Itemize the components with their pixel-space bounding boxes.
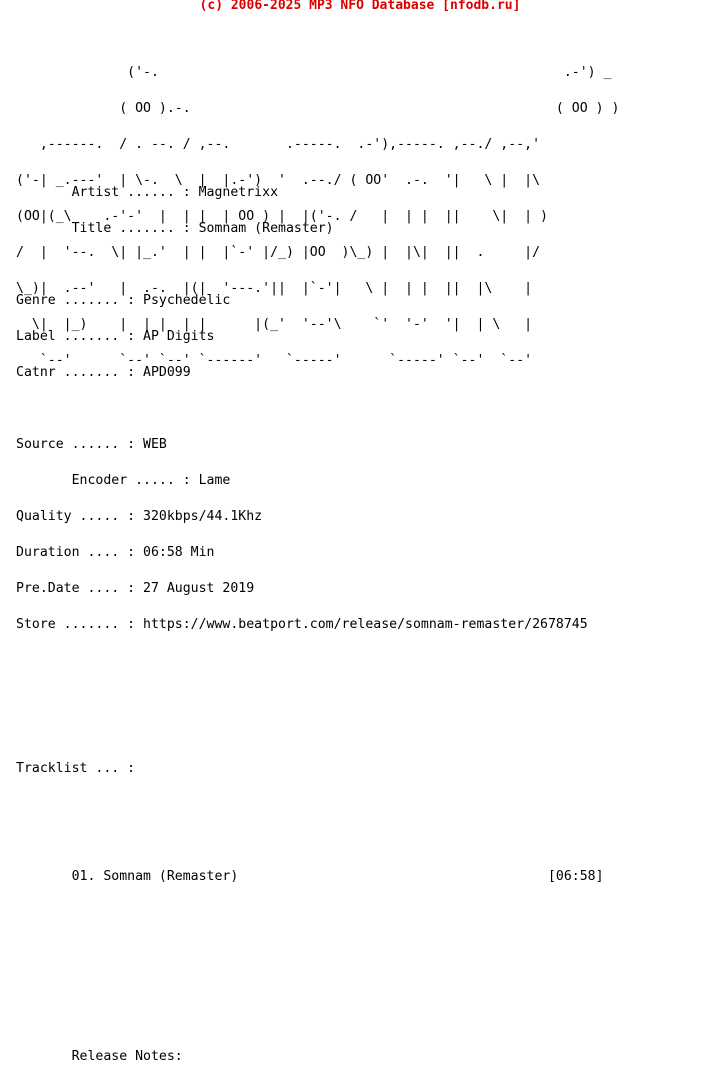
quality-line: Quality ..... : 320kbps/44.1Khz xyxy=(16,509,263,524)
logo-line: `--' `--' `--' `------' `-----' `-----' `--' `--' xyxy=(16,353,556,368)
artist-line: Artist ...... : Magnetrixx xyxy=(16,185,279,200)
catnr-line: Catnr ....... : APD099 xyxy=(16,365,191,380)
track-line: 01. Somnam (Remaster) [06:58] xyxy=(16,869,604,884)
copyright-header: (c) 2006-2025 MP3 NFO Database [nfodb.ru] xyxy=(199,0,521,13)
genre-line: Genre ....... : Psychedelic xyxy=(16,293,231,308)
logo-line: ('-| _.---' | \-. \ | |.-') ' .--./ ( OO' .-. '| \ | |\ xyxy=(16,173,556,188)
source-line: Source ...... : WEB xyxy=(16,437,167,452)
logo-line: \| |_) | | | | | |(_' '--'\ `' '-' '| | \ | xyxy=(16,317,556,332)
release-notes-heading: Release Notes: xyxy=(16,1049,183,1064)
spacer xyxy=(16,799,627,811)
spacer xyxy=(16,691,627,703)
spacer xyxy=(16,655,627,667)
logo-line: (OO|(_\ .-'-' | | | | OO ) | |('-. / | | | || \| | ) xyxy=(16,209,556,224)
predate-line: Pre.Date .... : 27 August 2019 xyxy=(16,581,255,596)
nfo-document xyxy=(16,19,627,1075)
spacer xyxy=(16,1015,627,1027)
spacer xyxy=(16,259,627,271)
spacer xyxy=(16,907,627,919)
label-line: Label ....... : AP Digits xyxy=(16,329,215,344)
spacer xyxy=(16,979,627,991)
title-line: Title ....... : Somnam (Remaster) xyxy=(16,221,334,236)
logo-line: ('-. .-') _ xyxy=(16,65,628,80)
store-line: Store ....... : https://www.beatport.com/release/somnam-remaster/2678745 xyxy=(16,617,588,632)
encoder-line: Encoder ..... : Lame xyxy=(16,473,231,488)
duration-line: Duration .... : 06:58 Min xyxy=(16,545,215,560)
spacer xyxy=(16,835,627,847)
logo-line: ( OO ).-. ( OO ) ) xyxy=(16,101,628,116)
spacer xyxy=(16,943,627,955)
spacer xyxy=(16,79,627,91)
spacer xyxy=(16,151,627,163)
logo-line: / | '--. \| |_.' | | |`-' |/_) |OO )\_) | |\| || . |/ xyxy=(16,245,556,260)
spacer xyxy=(16,115,627,127)
logo-line: \_)| .--' | .-. |(| '---.'|| |`-'| \ | | | || |\ | xyxy=(16,281,556,296)
spacer xyxy=(16,727,627,739)
tracklist-heading: Tracklist ... : xyxy=(16,761,136,776)
logo-line: ,------. / . --. / ,--. .-----. .-'),-----. ,--./ ,--,' xyxy=(16,137,556,152)
spacer xyxy=(16,403,627,415)
